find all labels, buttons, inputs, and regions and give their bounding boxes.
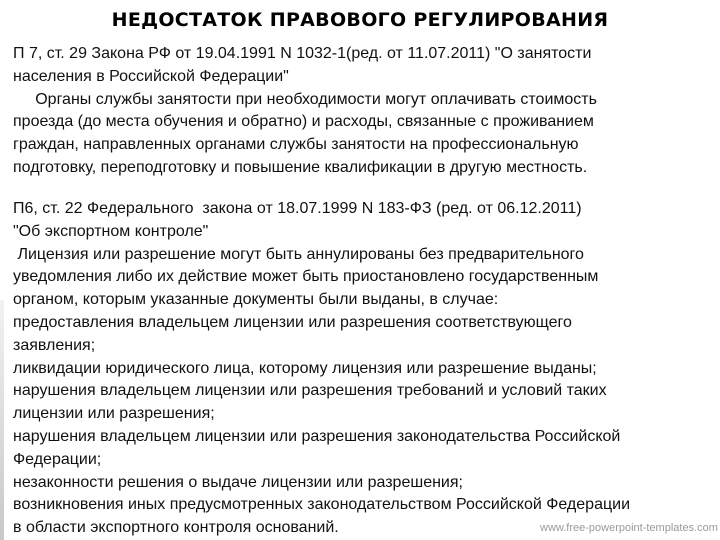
text-line: населения в Российской Федерации" (13, 67, 289, 85)
text-line: заявления; (13, 336, 96, 354)
text-line: П 7, ст. 29 Закона РФ от 19.04.1991 N 1032-1(ред. от 11.07.2011) "О занятости (13, 45, 592, 62)
left-edge-decoration (0, 300, 4, 540)
text-line: Органы службы занятости при необходимости могут оплачивать стоимость (13, 90, 597, 108)
text-line: уведомления либо их действие может быть приостановлено государственным (13, 268, 599, 286)
section-unemployment-law (13, 43, 597, 180)
section-export-control-law (13, 198, 630, 540)
text-line: предоставления владельцем лицензии или разрешения соответствующего (13, 313, 572, 331)
slide-title: НЕДОСТАТОК ПРАВОВОГО РЕГУЛИРОВАНИЯ (111, 9, 609, 31)
text-line: ликвидации юридического лица, которому лицензия или разрешение выданы; (13, 359, 597, 377)
text-line: нарушения владельцем лицензии или разрешения требований и условий таких (13, 382, 607, 400)
text-line: граждан, направленных органами службы занятости на профессиональную (13, 136, 579, 154)
text-line: проезда (до места обучения и обратно) и расходы, связанные с проживанием (13, 113, 594, 131)
watermark-text: www.free-powerpoint-templates.com (540, 522, 718, 534)
text-line: подготовку, переподготовку и повышение квалификации в другую местность. (13, 158, 588, 176)
text-line: Федерации; (13, 450, 102, 468)
text-line: возникновения иных предусмотренных законодательством Российской Федерации (13, 496, 630, 514)
text-line: незаконности решения о выдаче лицензии или разрешения; (13, 473, 463, 491)
text-line: Лицензия или разрешение могут быть аннулированы без предварительного (13, 245, 584, 263)
text-line: нарушения владельцем лицензии или разрешения законодательства Российской (13, 427, 621, 445)
text-line: в области экспортного контроля оснований. (13, 519, 339, 537)
text-line: органом, которым указанные документы были выданы, в случае: (13, 291, 499, 309)
text-line: "Об экспортном контроле" (13, 222, 209, 240)
text-line: П6, ст. 22 Федерального закона от 18.07.1999 N 183-ФЗ (ред. от 06.12.2011) (13, 200, 582, 217)
text-line: лицензии или разрешения; (13, 405, 215, 423)
